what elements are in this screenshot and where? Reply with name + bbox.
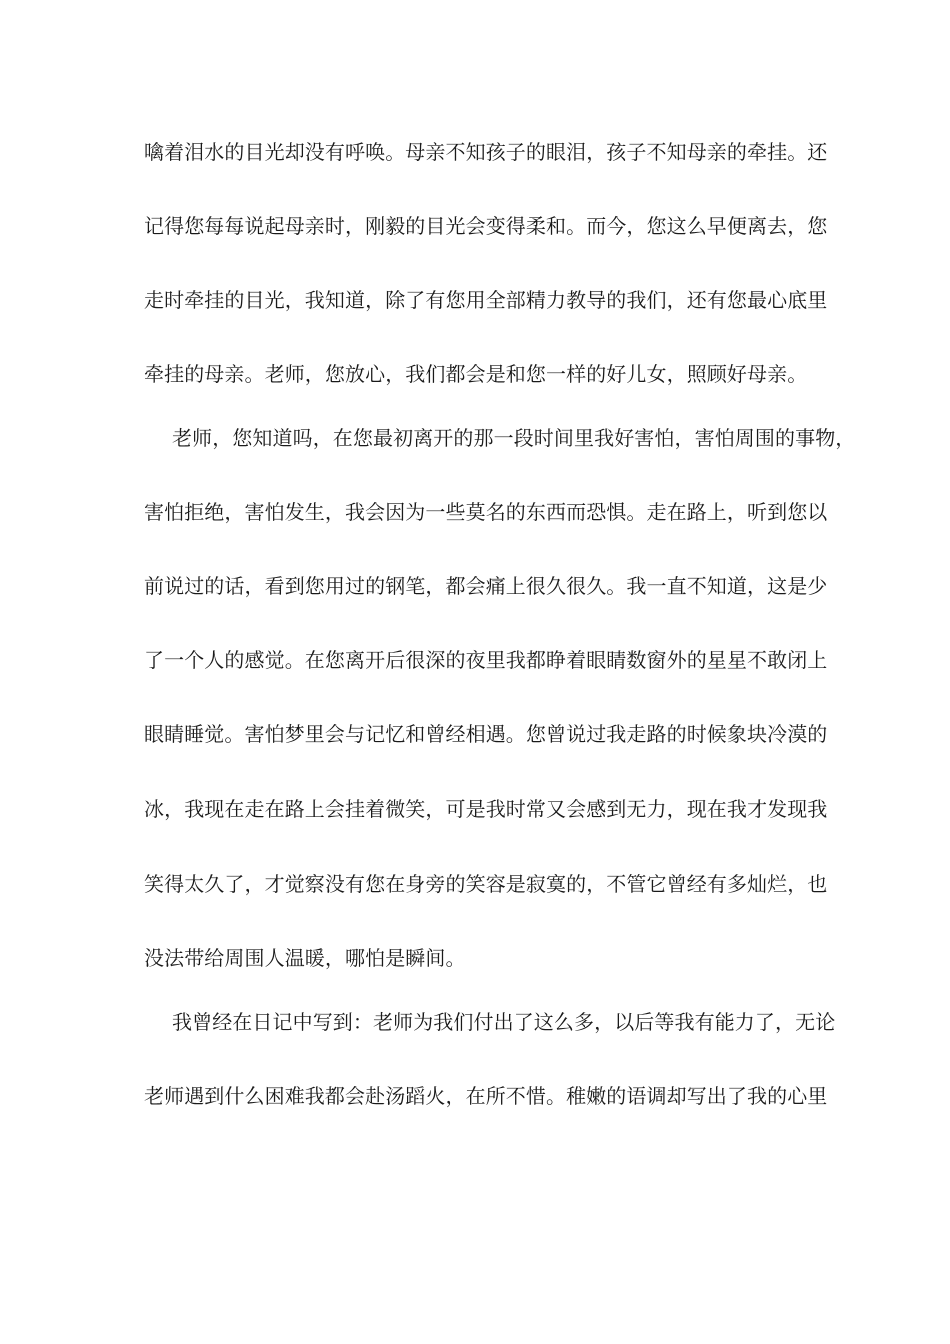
text-line: 眼睛睡觉。害怕梦里会与记忆和曾经相遇。您曾说过我走路的时候象块冷漠的 — [144, 722, 828, 746]
text-line: 记得您每每说起母亲时，刚毅的目光会变得柔和。而今，您这么早便离去，您 — [144, 214, 828, 238]
text-line: 笑得太久了，才觉察没有您在身旁的笑容是寂寞的，不管它曾经有多灿烂，也 — [144, 872, 828, 896]
text-line: 牵挂的母亲。老师，您放心，我们都会是和您一样的好儿女，照顾好母亲。 — [144, 362, 808, 386]
text-line: 冰，我现在走在路上会挂着微笑，可是我时常又会感到无力，现在我才发现我 — [144, 797, 828, 821]
paragraph-start-line: 老师，您知道吗，在您最初离开的那一段时间里我好害怕，害怕周围的事物， — [172, 426, 856, 450]
text-line: 没法带给周围人温暖，哪怕是瞬间。 — [144, 946, 466, 970]
text-line: 害怕拒绝，害怕发生，我会因为一些莫名的东西而恐惧。走在路上，听到您以 — [144, 500, 828, 524]
text-line: 老师遇到什么困难我都会赴汤蹈火，在所不惜。稚嫩的语调却写出了我的心里 — [144, 1084, 828, 1108]
paragraph-start-line: 我曾经在日记中写到：老师为我们付出了这么多，以后等我有能力了，无论 — [172, 1010, 836, 1034]
text-line: 了一个人的感觉。在您离开后很深的夜里我都睁着眼睛数窗外的星星不敢闭上 — [144, 648, 828, 672]
text-line: 前说过的话，看到您用过的钢笔，都会痛上很久很久。我一直不知道，这是少 — [144, 574, 828, 598]
text-line: 走时牵挂的目光，我知道，除了有您用全部精力教导的我们，还有您最心底里 — [144, 288, 828, 312]
text-line: 噙着泪水的目光却没有呼唤。母亲不知孩子的眼泪，孩子不知母亲的牵挂。还 — [144, 140, 828, 164]
